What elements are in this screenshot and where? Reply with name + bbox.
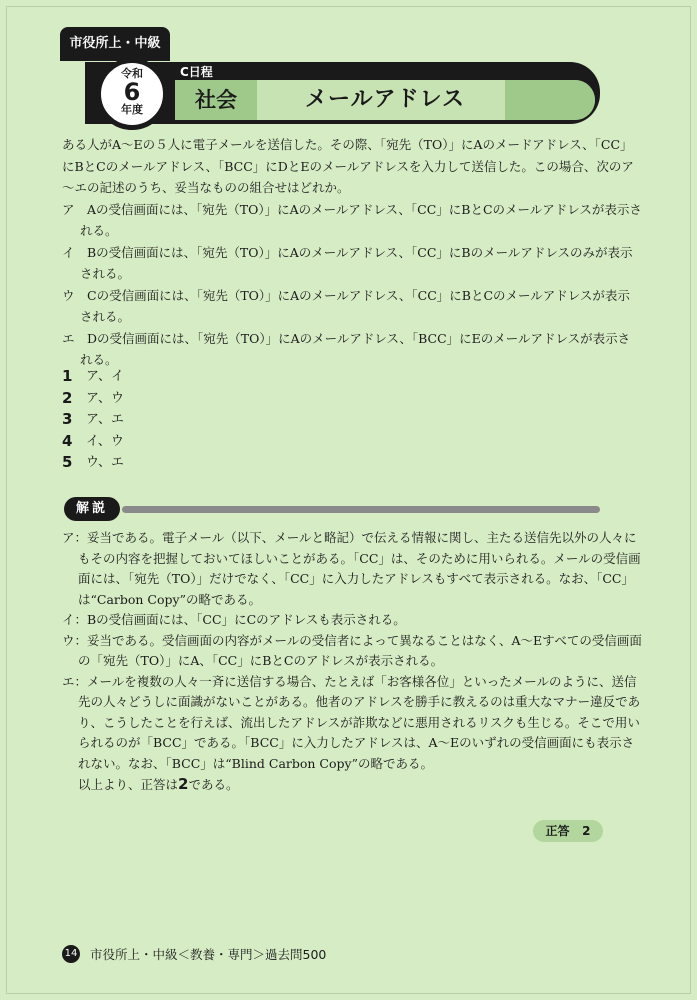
conclusion [62,774,642,796]
footer [62,945,326,963]
schedule-label: C日程 [180,65,213,79]
option-e: エ Dの受信画面には、「宛先（TO）」にAのメールアドレス、「BCC」にEのメールアドレスが表示される。 [62,330,631,367]
choice-text: ア、ウ [86,390,124,406]
choice-3 [62,409,124,431]
explanation-i: イ：Bの受信画面には、「CC」にCのアドレスも表示される。 [62,612,406,627]
option-i: イ Bの受信画面には、「宛先（TO）」にAのメールアドレス、「CC」にBのメールアドレスのみが表示される。 [62,244,633,281]
choice-number: 2 [62,388,73,407]
year-number: 6 [123,78,141,106]
explanation-rule [122,506,600,513]
choice-2 [62,388,124,410]
explanation-block [62,528,642,796]
choice-text: ウ、エ [86,455,124,470]
answer-choices [62,366,124,474]
header-tail [505,80,595,120]
choice-text: イ、ウ [86,433,124,449]
option-u: ウ Cの受信画面には、「宛先（TO）」にAのメールアドレス、「CC」にBとCのメールアドレスが表示される。 [62,287,630,324]
subject-label: 社会 [175,80,257,120]
topic-title: メールアドレス [305,87,465,112]
option-a: ア Aの受信画面には、「宛先（TO）」にAのメールアドレス、「CC」にBとCのメールアドレスが表示される。 [62,201,642,238]
conclusion-number: 2 [178,775,189,793]
choice-number: 5 [62,453,73,471]
explanation-a: ア：妥当である。電子メール（以下、メールと略記）で伝える情報に関し、主たる送信先以外の人々にもその内容を把握しておいてほしいことがある。「CC」は、そのために用いられる。メールの受信画面には、「宛先（TO）」だけでなく、「CC」に入力したアドレスもすべて表示される。なお、「CC」は“Carbon Copy”の略である。 [62,530,641,607]
year-era: 令和 [121,67,143,80]
choice-4 [62,431,124,453]
choice-1 [62,366,124,388]
year-badge [96,58,168,130]
explanation-e: エ：メールを複数の人々一斉に送信する場合、たとえば「お客様各位」といったメールのように、送信先の人々どうしに面識がないことがある。他者のアドレスを勝手に教えるのは重大なマナー違反であり、こうしたことを行えば、流出したアドレスが詐欺などに悪用されるリスクも生じる。そこで用いられるのが「BCC」である。「BCC」に入力したアドレスは、A～Eのいずれの受信画面にも表示されない。なお、「BCC」は“Blind Carbon Copy”の略である。 [62,673,641,771]
question-stem: ある人がA～Eの５人に電子メールを送信した。その際、「宛先（TO）」にAのメードアドレス、「CC」にBとCのメールアドレス、「BCC」にDとEのメールアドレスを入力して送信した。この場合、次のア～エの記述のうち、妥当なものの組合せはどれか。 [62,137,634,195]
choice-5 [62,452,124,474]
choice-text: ア、エ [86,412,124,427]
series-label: 市役所上・中級 [60,27,170,61]
page-number: 14 [62,945,80,963]
choice-number: 3 [62,410,73,428]
answer-label: 正答 [545,824,570,838]
correct-answer-badge [533,820,603,842]
question-block [62,134,642,371]
year-suffix: 年度 [121,103,143,116]
footer-title: 市役所上・中級＜教養・専門＞過去問500 [90,947,327,962]
choice-text: ア、イ [86,369,124,384]
explanation-badge: 解説 [64,497,120,521]
explanation-u: ウ：妥当である。受信画面の内容がメールの受信者によって異なることはなく、A～Eすべての受信画面の「宛先（TO）」にA、「CC」にBとCのアドレスが表示される。 [62,632,642,668]
answer-value: 2 [582,824,591,838]
conclusion-pre: 以上より、正答は [78,777,179,792]
conclusion-post: である。 [188,777,239,792]
choice-number: 4 [62,431,73,450]
choice-number: 1 [62,367,73,385]
